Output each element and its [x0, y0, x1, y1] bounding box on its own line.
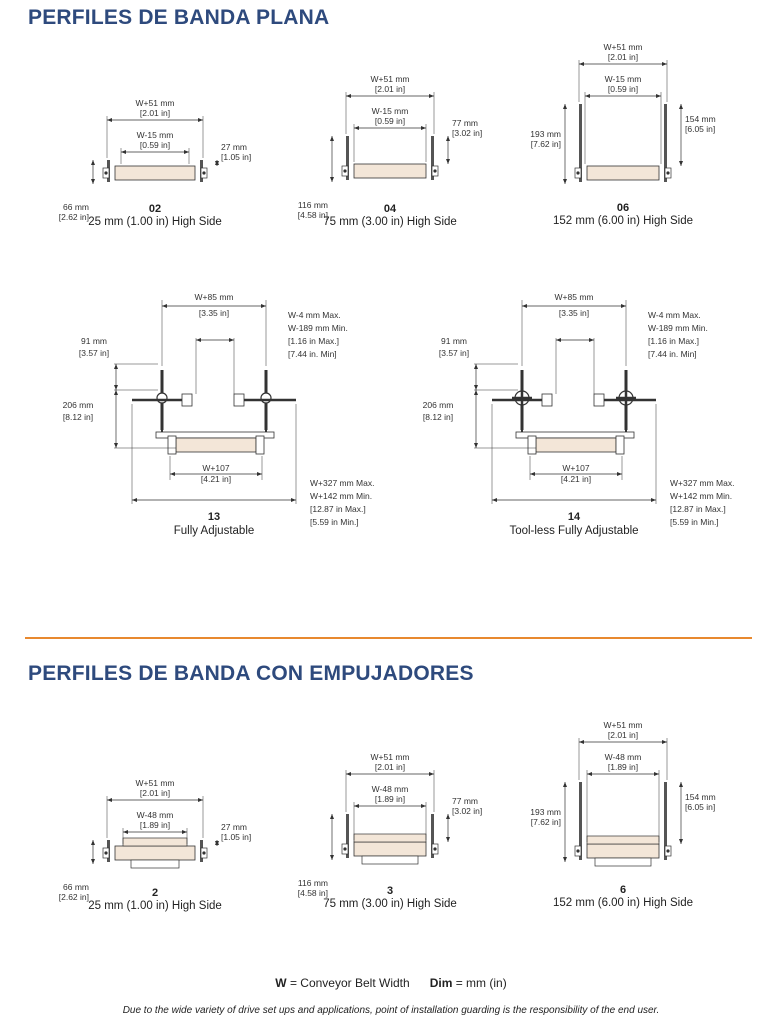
arrow-head: [617, 472, 622, 476]
profile-number: 6: [619, 884, 627, 896]
bolt: [343, 169, 346, 172]
arrow-head: [446, 136, 450, 141]
profile-caption: Tool-less Fully Adjustable: [509, 525, 639, 537]
dimension-label: [12.87 in Max.]: [670, 504, 726, 514]
arrow-head: [114, 390, 118, 395]
profile-number: 2: [151, 887, 159, 899]
arrow-head: [114, 443, 118, 448]
belt-roller: [115, 166, 195, 180]
profile-number: 06: [616, 202, 630, 214]
dimension-label: [2.01 in]: [607, 52, 639, 62]
dimension-label: [2.01 in]: [374, 84, 406, 94]
arrow-head: [132, 498, 137, 502]
dimension-label: [0.59 in]: [374, 116, 406, 126]
arrow-head: [91, 840, 95, 845]
crossbar-clip: [542, 394, 552, 406]
arrow-head: [91, 859, 95, 864]
crossbar-clip: [182, 394, 192, 406]
arrow-head: [162, 304, 167, 308]
arrow-head: [354, 126, 359, 130]
legend-dim-text: = mm (in): [455, 976, 507, 990]
dimension-label: W-189 mm Min.: [648, 323, 708, 333]
cleat: [123, 838, 187, 846]
return-cleat: [131, 860, 179, 868]
profile-caption: 75 mm (3.00 in) High Side: [323, 898, 457, 910]
dimension-label: [2.01 in]: [607, 730, 639, 740]
arrow-head: [421, 804, 426, 808]
dimension-label: [1.89 in]: [139, 820, 171, 830]
bolt: [666, 171, 669, 174]
dimension-label: 66 mm: [63, 202, 89, 212]
dimension-label: W-15 mm: [604, 74, 642, 84]
dimension-label: [6.05 in]: [685, 802, 716, 812]
arrow-head: [579, 740, 584, 744]
legend: [0, 976, 782, 990]
arrow-head: [662, 62, 667, 66]
profile-number: 02: [148, 203, 162, 215]
arrow-head: [621, 304, 626, 308]
dimension-label: W-48 mm: [136, 810, 174, 820]
dimension-label: [1.16 in Max.]: [648, 336, 700, 346]
cleat: [587, 836, 659, 844]
guarding-note: Due to the wide variety of drive set ups and applications, point of installation guarding is the responsibility of the end user.: [122, 1005, 660, 1016]
dimension-label: [2.62 in]: [58, 892, 89, 902]
arrow-head: [91, 179, 95, 184]
belt-roller: [176, 438, 256, 452]
arrow-head: [656, 94, 661, 98]
arrow-head: [446, 814, 450, 819]
belt-roller: [587, 166, 659, 180]
dimension-label: W+142 mm Min.: [310, 491, 373, 501]
dimension-label: W-4 mm Max.: [648, 310, 701, 320]
dimension-label: [3.35 in]: [198, 308, 230, 318]
dimension-label: 154 mm: [685, 114, 716, 124]
dimension-label: [4.58 in]: [297, 210, 328, 220]
arrow-head: [257, 472, 262, 476]
arrow-head: [679, 839, 683, 844]
arrow-head: [114, 364, 118, 369]
profile-caption: Fully Adjustable: [173, 525, 255, 537]
clamp-knob: [157, 393, 167, 403]
arrow-head: [346, 94, 351, 98]
return-cleat: [362, 856, 418, 864]
arrow-head: [563, 179, 567, 184]
dimension-label: W+51 mm: [603, 42, 643, 52]
arrow-head: [585, 94, 590, 98]
arrow-head: [261, 304, 266, 308]
profile-13-diagram: [50, 290, 390, 555]
arrow-head: [492, 498, 497, 502]
dimension-label: W+51 mm: [603, 720, 643, 730]
dimension-label: W+107: [562, 463, 590, 473]
arrow-head: [330, 855, 334, 860]
dimension-label: 77 mm: [452, 118, 478, 128]
arrow-head: [291, 498, 296, 502]
belt-roller: [354, 842, 426, 856]
section-divider: [25, 637, 752, 639]
arrow-head: [421, 126, 426, 130]
bolt: [576, 171, 579, 174]
dimension-label: [3.57 in]: [78, 348, 110, 358]
profile-caption: 152 mm (6.00 in) High Side: [553, 215, 693, 227]
dimension-label: 193 mm: [530, 807, 561, 817]
dimension-label: W-189 mm Min.: [288, 323, 348, 333]
arrow-head: [556, 338, 561, 342]
arrow-head: [182, 830, 187, 834]
arrow-head: [91, 160, 95, 165]
bolt: [104, 171, 107, 174]
flat-profiles-title: PERFILES DE BANDA PLANA: [28, 6, 330, 29]
arrow-head: [679, 104, 683, 109]
arrow-head: [662, 740, 667, 744]
arrow-head: [114, 385, 118, 390]
dimension-label: W+327 mm Max.: [310, 478, 375, 488]
arrow-head: [123, 830, 128, 834]
profile-2-diagram: [40, 762, 252, 927]
profile-06-diagram: [520, 30, 730, 245]
clamp-knob: [261, 393, 271, 403]
legend-w-text: = Conveyor Belt Width: [289, 976, 410, 990]
dimension-label: [4.21 in]: [560, 474, 592, 484]
roller-bracket: [256, 436, 264, 454]
legend-dim-key: Dim: [429, 976, 453, 990]
arrow-head: [184, 150, 189, 154]
roller-bracket: [168, 436, 176, 454]
dimension-label: [4.21 in]: [200, 474, 232, 484]
arrow-head: [446, 159, 450, 164]
dimension-label: 116 mm: [297, 200, 328, 210]
arrow-head: [474, 443, 478, 448]
bolt: [433, 169, 436, 172]
arrow-head: [563, 104, 567, 109]
profile-caption: 25 mm (1.00 in) High Side: [88, 900, 222, 912]
profile-number: 14: [567, 511, 581, 523]
bolt: [576, 849, 579, 852]
arrow-head: [679, 161, 683, 166]
profile-caption: 152 mm (6.00 in) High Side: [553, 897, 693, 909]
dimension-label: W-4 mm Max.: [288, 310, 341, 320]
dimension-label: 27 mm: [221, 142, 247, 152]
dimension-label: 116 mm: [297, 878, 328, 888]
roller-bracket: [616, 436, 624, 454]
dimension-label: [1.05 in]: [221, 152, 252, 162]
dimension-label: W+51 mm: [135, 778, 175, 788]
dimension-label: [0.59 in]: [139, 140, 171, 150]
bolt: [202, 851, 205, 854]
arrow-head: [198, 798, 203, 802]
dimension-label: [8.12 in]: [62, 412, 94, 422]
dimension-label: W+51 mm: [135, 98, 175, 108]
dimension-label: W+107: [202, 463, 230, 473]
belt-roller: [536, 438, 616, 452]
dimension-label: [8.12 in]: [422, 412, 454, 422]
arrow-head: [654, 772, 659, 776]
arrow-head: [446, 837, 450, 842]
arrow-head: [563, 782, 567, 787]
arrow-head: [474, 390, 478, 395]
arrow-head: [330, 136, 334, 141]
bolt: [343, 847, 346, 850]
arrow-head: [330, 814, 334, 819]
bolt: [666, 849, 669, 852]
arrow-head: [354, 804, 359, 808]
dimension-label: W+85 mm: [194, 292, 234, 302]
belt-roller: [354, 164, 426, 178]
dimension-label: [1.05 in]: [221, 832, 252, 842]
legend-w-key: W: [275, 976, 287, 990]
dimension-label: [7.44 in. Min]: [648, 349, 697, 359]
arrow-head: [589, 338, 594, 342]
profile-caption: 75 mm (3.00 in) High Side: [323, 216, 457, 228]
profile-number: 13: [207, 511, 221, 523]
dimension-label: 206 mm: [422, 400, 454, 410]
bolt: [104, 851, 107, 854]
arrow-head: [579, 62, 584, 66]
dimension-label: [6.05 in]: [685, 124, 716, 134]
bolt: [433, 847, 436, 850]
dimension-label: 206 mm: [62, 400, 94, 410]
dimension-label: 154 mm: [685, 792, 716, 802]
arrow-head: [330, 177, 334, 182]
dimension-label: W+51 mm: [370, 74, 410, 84]
dimension-label: 77 mm: [452, 796, 478, 806]
dimension-label: 66 mm: [63, 882, 89, 892]
dimension-label: [3.02 in]: [452, 806, 483, 816]
dimension-label: [2.01 in]: [139, 108, 171, 118]
dimension-label: [3.57 in]: [438, 348, 470, 358]
arrow-head: [229, 338, 234, 342]
arrow-head: [121, 150, 126, 154]
dimension-label: [0.59 in]: [607, 84, 639, 94]
cleat: [354, 834, 426, 842]
dimension-label: [7.44 in. Min]: [288, 349, 337, 359]
profile-number: 3: [386, 885, 394, 897]
cleated-profiles-title: PERFILES DE BANDA CON EMPUJADORES: [28, 662, 474, 685]
dimension-label: W-48 mm: [604, 752, 642, 762]
profile-number: 04: [383, 203, 397, 215]
dimension-label: [7.62 in]: [530, 139, 561, 149]
roller-bracket: [528, 436, 536, 454]
dimension-label: W+142 mm Min.: [670, 491, 733, 501]
dimension-label: [2.62 in]: [58, 212, 89, 222]
dimension-label: [2.01 in]: [374, 762, 406, 772]
arrow-head: [196, 338, 201, 342]
arrow-head: [198, 118, 203, 122]
arrow-head: [587, 772, 592, 776]
arrow-head: [170, 472, 175, 476]
arrow-head: [346, 772, 351, 776]
bolt: [202, 171, 205, 174]
dimension-label: W+85 mm: [554, 292, 594, 302]
arrow-head: [474, 385, 478, 390]
dimension-label: W-15 mm: [371, 106, 409, 116]
dimension-label: W+51 mm: [370, 752, 410, 762]
dimension-label: 91 mm: [441, 336, 467, 346]
profile-04-diagram: [290, 58, 500, 243]
arrow-head: [679, 782, 683, 787]
dimension-label: [7.62 in]: [530, 817, 561, 827]
profile-3-diagram: [290, 740, 500, 925]
arrow-head: [474, 364, 478, 369]
dimension-label: [4.58 in]: [297, 888, 328, 898]
dimension-label: [3.02 in]: [452, 128, 483, 138]
belt-roller: [115, 846, 195, 860]
crossbar-clip: [234, 394, 244, 406]
dimension-label: 193 mm: [530, 129, 561, 139]
crossbar-clip: [594, 394, 604, 406]
profile-6-diagram: [520, 712, 730, 927]
arrow-head: [107, 118, 112, 122]
dimension-label: [5.59 in Min.]: [670, 517, 719, 527]
arrow-head: [107, 798, 112, 802]
dimension-label: [2.01 in]: [139, 788, 171, 798]
dimension-label: W-48 mm: [371, 784, 409, 794]
arrow-head: [651, 498, 656, 502]
dimension-label: [12.87 in Max.]: [310, 504, 366, 514]
dimension-label: [1.16 in Max.]: [288, 336, 340, 346]
arrow-head: [563, 857, 567, 862]
profile-14-diagram: [410, 290, 750, 555]
arrow-head: [530, 472, 535, 476]
arrow-head: [522, 304, 527, 308]
dimension-label: W-15 mm: [136, 130, 174, 140]
dimension-label: [1.89 in]: [607, 762, 639, 772]
dimension-label: [1.89 in]: [374, 794, 406, 804]
profile-02-diagram: [40, 78, 252, 243]
dimension-label: 27 mm: [221, 822, 247, 832]
arrow-head: [429, 772, 434, 776]
return-cleat: [595, 858, 651, 866]
belt-roller: [587, 844, 659, 858]
dimension-label: [3.35 in]: [558, 308, 590, 318]
profile-caption: 25 mm (1.00 in) High Side: [88, 216, 222, 228]
dimension-label: 91 mm: [81, 336, 107, 346]
dimension-label: W+327 mm Max.: [670, 478, 735, 488]
arrow-head: [429, 94, 434, 98]
dimension-label: [5.59 in Min.]: [310, 517, 359, 527]
